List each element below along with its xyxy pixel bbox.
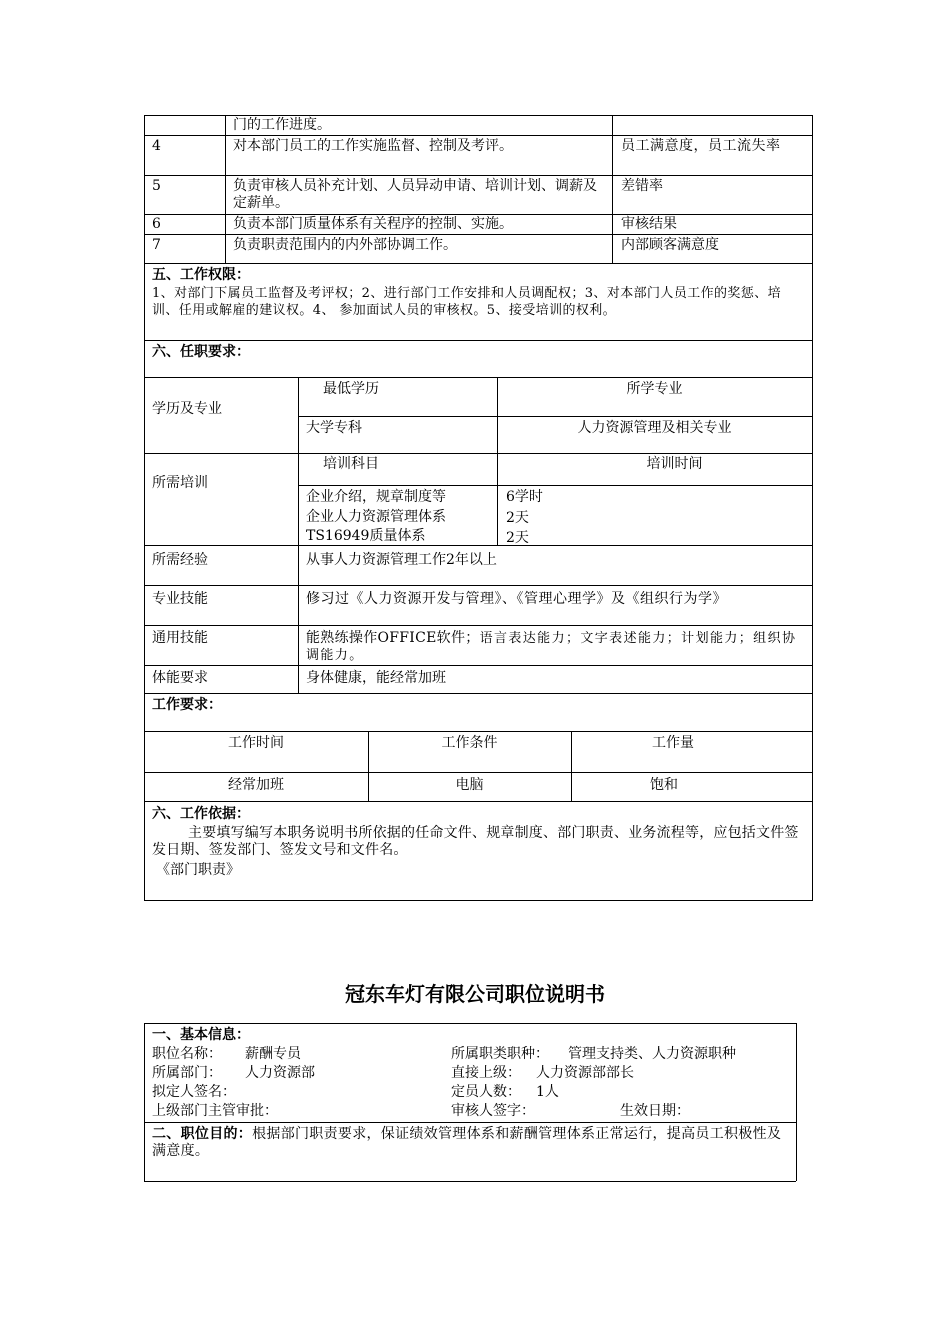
purpose-heading: 二、职位目的： [152,1126,253,1142]
headcount-label: 定员人数： [451,1084,521,1100]
approver-label: 上级部门主管审批： [152,1103,278,1119]
training-subject-0: 企业介绍，规章制度等 [306,489,446,505]
general-label: 通用技能 [152,630,208,646]
training-time-2: 2天 [506,530,529,546]
education-col2: 所学专业 [626,381,683,397]
education-val1: 大学专科 [306,420,362,436]
doc-title: 冠东车灯有限公司职位说明书 [345,982,605,1006]
work-req-header-time: 工作时间 [228,735,284,751]
general-value-a: 能熟练操作OFFICE软件； [306,630,480,646]
training-time-1: 2天 [506,510,529,526]
experience-label: 所需经验 [152,552,208,568]
headcount-value: 1人 [536,1084,559,1100]
duty-row-3-content: 负责本部门质量体系有关程序的控制、实施。 [233,216,513,232]
work-req-value-cond: 电脑 [455,777,484,793]
category-value: 管理支持类、人力资源职种 [568,1046,736,1062]
training-label: 所需培训 [152,475,208,491]
duty-row-2-content: 负责审核人员补充计划、人员异动申请、培训计划、调薪及定薪单。 [233,178,597,211]
reviewer-label: 审核人签字： [451,1103,535,1119]
physical-value: 身体健康，能经常加班 [306,670,446,686]
basis-doc: 《部门职责》 [156,862,240,878]
professional-value: 修习过《人力资源开发与管理》、《管理心理学》及《组织行为学》 [306,591,727,607]
professional-label: 专业技能 [152,591,208,607]
basic-info-heading: 一、基本信息： [152,1027,250,1043]
effective-label: 生效日期： [620,1103,690,1119]
duty-row-4-no: 7 [152,237,161,253]
education-col1: 最低学历 [323,381,379,397]
duty-row-1-content: 对本部门员工的工作实施监督、控制及考评。 [233,138,513,154]
purpose-block [152,1126,792,1160]
physical-label: 体能要求 [152,670,208,686]
training-time-0: 6学时 [506,489,543,505]
requirements-heading: 六、任职要求： [152,344,250,360]
basis-heading: 六、工作依据： [152,806,250,822]
training-subject-1: 企业人力资源管理体系 [306,509,446,525]
authority-text: 1、对部门下属员工监督及考评权；2、进行部门工作安排和人员调配权；3、对本部门人员工作的奖惩、培训、任用或解雇的建议权。4、 参加面试人员的审核权。5、接受培训的权利。 [152,286,782,318]
work-req-value-time: 经常加班 [228,777,284,793]
dept-value: 人力资源部 [245,1065,315,1081]
education-label: 学历及专业 [152,401,222,417]
training-col1: 培训科目 [323,456,379,472]
duty-row-3-no: 6 [152,216,161,232]
superior-value: 人力资源部部长 [536,1065,634,1081]
duty-row-1-no: 4 [152,138,161,154]
purpose-text: 根据部门职责要求，保证绩效管理体系和薪酬管理体系正常运行，提高员工积极性及满意度。 [152,1126,782,1159]
duty-row-2-kpi: 差错率 [621,178,663,194]
category-label: 所属职类职种： [451,1046,549,1062]
position-value: 薪酬专员 [245,1046,301,1062]
general-value-b: 语言表达能力；文字表述能力；计划能力；组织协调能力。 [306,631,797,663]
training-subject-2: TS16949质量体系 [306,528,426,544]
basis-text: 主要填写编写本职务说明书所依据的任命文件、规章制度、部门职责、业务流程等，应包括文件签发日期、签发部门、签发文号和文件名。 [152,825,799,858]
experience-value: 从事人力资源管理工作2年以上 [306,552,497,568]
work-req-value-load: 饱和 [650,777,678,793]
general-value [306,630,806,664]
duty-row-3-kpi: 审核结果 [621,216,677,232]
education-val2: 人力资源管理及相关专业 [577,420,732,436]
duty-row-0-content: 门的工作进度。 [233,117,331,133]
work-req-heading: 工作要求： [152,697,222,713]
work-req-header-load: 工作量 [652,735,694,751]
duty-row-2-no: 5 [152,178,161,194]
training-col2: 培训时间 [646,456,703,472]
work-req-header-cond: 工作条件 [441,735,498,751]
duty-row-4-content: 负责职责范围内的内外部协调工作。 [233,237,457,253]
dept-label: 所属部门： [152,1065,222,1081]
position-label: 职位名称： [152,1046,222,1062]
authority-heading: 五、工作权限： [152,267,250,283]
superior-label: 直接上级： [451,1065,521,1081]
drafter-label: 拟定人签名： [152,1084,236,1100]
duty-row-4-kpi: 内部顾客满意度 [621,237,719,253]
duty-row-1-kpi: 员工满意度，员工流失率 [621,138,781,154]
